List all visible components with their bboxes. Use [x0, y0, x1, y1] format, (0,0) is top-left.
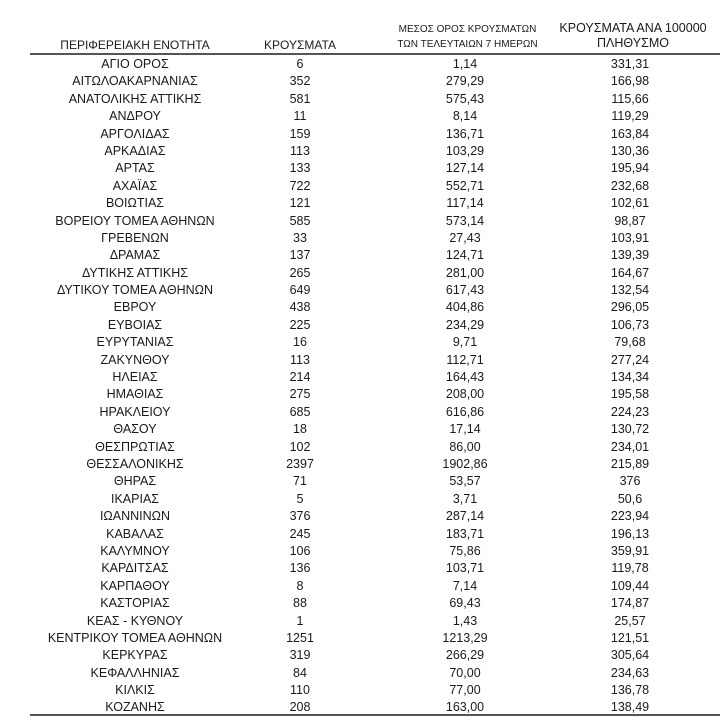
table-row [0, 299, 720, 316]
cell-cases: 376 [289, 509, 311, 524]
cell-per-100000: 136,78 [610, 683, 650, 698]
table-row [0, 282, 720, 299]
cell-7day-average: 3,71 [452, 491, 478, 506]
table-row [0, 352, 720, 369]
table-row [0, 317, 720, 334]
cell-region: ΚΑΛΥΜΝΟΥ [100, 543, 170, 558]
header-per-100000-line1: ΚΡΟΥΣΜΑΤΑ ΑΝΑ 100000 [559, 21, 707, 35]
cell-region: ΘΕΣΣΑΛΟΝΙΚΗΣ [86, 456, 184, 471]
cell-cases: 136 [289, 561, 311, 576]
cell-region: ΒΟΙΩΤΙΑΣ [105, 196, 165, 211]
header-divider [30, 53, 720, 55]
cell-per-100000: 109,44 [610, 578, 650, 593]
cell-7day-average: 70,00 [449, 665, 481, 680]
cell-per-100000: 106,73 [610, 317, 650, 332]
cell-per-100000: 305,64 [610, 648, 650, 663]
table-row [0, 421, 720, 438]
cell-per-100000: 277,24 [610, 352, 650, 367]
cell-per-100000: 174,87 [610, 596, 650, 611]
cell-cases: 649 [289, 283, 311, 298]
table-row [0, 265, 720, 282]
cell-region: ΑΓΙΟ ΟΡΟΣ [101, 57, 169, 71]
cell-cases: 438 [289, 300, 311, 315]
cell-region: ΚΑΒΑΛΑΣ [106, 526, 164, 541]
cell-region: ΚΕΑΣ - ΚΥΘΝΟΥ [86, 613, 184, 628]
cell-7day-average: 234,29 [445, 317, 485, 332]
table-row [0, 560, 720, 577]
cell-region: ΙΩΑΝΝΙΝΩΝ [99, 509, 171, 524]
cell-cases: 137 [289, 248, 311, 263]
cell-region: ΔΥΤΙΚΟΥ ΤΟΜΕΑ ΑΘΗΝΩΝ [56, 283, 214, 298]
table-row [0, 334, 720, 351]
cell-per-100000: 234,01 [610, 439, 650, 454]
cell-cases: 6 [296, 57, 304, 71]
table-row [0, 108, 720, 125]
cell-7day-average: 77,00 [449, 683, 481, 698]
cell-per-100000: 196,13 [610, 526, 650, 541]
cell-7day-average: 136,71 [445, 126, 485, 141]
cell-7day-average: 9,71 [452, 335, 478, 350]
cell-per-100000: 132,54 [610, 283, 650, 298]
header-7day-average [380, 22, 555, 52]
cell-per-100000: 50,6 [617, 491, 643, 506]
cell-7day-average: 287,14 [445, 509, 485, 524]
cell-per-100000: 103,91 [610, 230, 650, 245]
table-row [0, 613, 720, 630]
cell-7day-average: 279,29 [445, 74, 485, 89]
cell-cases: 121 [289, 196, 311, 211]
cell-cases: 159 [289, 126, 311, 141]
cell-cases: 102 [289, 439, 311, 454]
cell-cases: 113 [290, 143, 310, 158]
cell-per-100000: 79,68 [614, 335, 646, 350]
cell-7day-average: 17,14 [449, 422, 481, 437]
table-row [0, 456, 720, 473]
cell-per-100000: 98,87 [614, 213, 646, 228]
cell-cases: 685 [289, 404, 311, 419]
cell-region: ΚΕΝΤΡΙΚΟΥ ΤΟΜΕΑ ΑΘΗΝΩΝ [47, 630, 223, 645]
cell-7day-average: 208,00 [445, 387, 485, 402]
cell-region: ΓΡΕΒΕΝΩΝ [101, 230, 169, 245]
header-region: ΠΕΡΙΦΕΡΕΙΑΚΗ ΕΝΟΤΗΤΑ [60, 38, 210, 52]
table-row [0, 247, 720, 264]
cell-7day-average: 617,43 [445, 283, 485, 298]
cell-cases: 2397 [286, 456, 314, 471]
cell-region: ΑΝΑΤΟΛΙΚΗΣ ΑΤΤΙΚΗΣ [68, 91, 202, 106]
cell-cases: 18 [293, 422, 307, 437]
cell-per-100000: 234,63 [610, 665, 650, 680]
table-row [0, 665, 720, 682]
cell-per-100000: 25,57 [614, 613, 646, 628]
cell-7day-average: 163,00 [445, 700, 485, 715]
table-row [0, 578, 720, 595]
cell-per-100000: 138,49 [610, 700, 650, 715]
cell-7day-average: 164,43 [445, 370, 485, 385]
cell-cases: 352 [289, 74, 311, 89]
table-row [0, 56, 720, 73]
cell-cases: 585 [289, 213, 311, 228]
cell-per-100000: 163,84 [610, 126, 650, 141]
cell-region: ΗΜΑΘΙΑΣ [106, 387, 164, 402]
table-row [0, 386, 720, 403]
cell-per-100000: 121,51 [610, 630, 650, 645]
cell-per-100000: 164,67 [610, 265, 650, 280]
table-row [0, 230, 720, 247]
cell-region: ΚΑΡΔΙΤΣΑΣ [101, 561, 169, 576]
cell-cases: 106 [289, 543, 311, 558]
cell-per-100000: 119,29 [611, 109, 649, 124]
cell-region: ΑΧΑΪΑΣ [112, 178, 158, 193]
cell-region: ΕΥΡΥΤΑΝΙΑΣ [96, 335, 174, 350]
header-7day-average-line2: ΤΩΝ ΤΕΛΕΥΤΑΙΩΝ 7 ΗΜΕΡΩΝ [397, 39, 538, 50]
cell-7day-average: 575,43 [445, 91, 485, 106]
cell-7day-average: 53,57 [449, 474, 481, 489]
table-row [0, 91, 720, 108]
cell-per-100000: 215,89 [610, 456, 650, 471]
cell-7day-average: 103,29 [445, 143, 485, 158]
cell-7day-average: 1213,29 [442, 630, 488, 645]
cell-7day-average: 8,14 [452, 109, 478, 124]
cell-cases: 110 [290, 683, 310, 698]
cell-per-100000: 223,94 [610, 509, 650, 524]
table-row [0, 526, 720, 543]
cell-per-100000: 232,68 [610, 178, 650, 193]
cell-region: ΚΑΡΠΑΘΟΥ [100, 578, 170, 593]
cell-region: ΘΗΡΑΣ [113, 474, 157, 489]
table-row [0, 195, 720, 212]
table-row [0, 508, 720, 525]
cell-7day-average: 573,14 [445, 213, 485, 228]
cell-7day-average: 86,00 [449, 439, 481, 454]
header-per-100000-line2: ΠΛΗΘΥΣΜΟ [597, 36, 669, 50]
cell-region: ΕΥΒΟΙΑΣ [107, 317, 163, 332]
cell-region: ΔΥΤΙΚΗΣ ΑΤΤΙΚΗΣ [82, 265, 188, 280]
table-row [0, 491, 720, 508]
cell-7day-average: 7,14 [452, 578, 478, 593]
cell-region: ΑΙΤΩΛΟΑΚΑΡΝΑΝΙΑΣ [72, 74, 198, 89]
table-row [0, 213, 720, 230]
cell-7day-average: 183,71 [445, 526, 485, 541]
cell-7day-average: 281,00 [445, 265, 485, 280]
cell-region: ΗΡΑΚΛΕΙΟΥ [99, 404, 171, 419]
cell-region: ΑΡΤΑΣ [115, 161, 155, 176]
cell-per-100000: 166,98 [610, 74, 650, 89]
cell-region: ΚΕΦΑΛΛΗΝΙΑΣ [90, 665, 180, 680]
cell-7day-average: 124,71 [445, 248, 485, 263]
cell-7day-average: 404,86 [445, 300, 485, 315]
cell-cases: 275 [289, 387, 311, 402]
cell-7day-average: 27,43 [449, 230, 481, 245]
cell-per-100000: 359,91 [610, 543, 650, 558]
cell-region: ΖΑΚΥΝΘΟΥ [100, 352, 170, 367]
table-row [0, 143, 720, 160]
table-row [0, 404, 720, 421]
table-body [0, 56, 720, 717]
cell-cases: 5 [296, 491, 304, 506]
cell-7day-average: 1,43 [452, 613, 478, 628]
cell-7day-average: 103,71 [445, 561, 485, 576]
table-row [0, 682, 720, 699]
cell-region: ΑΝΔΡΟΥ [109, 109, 161, 124]
cell-cases: 581 [289, 91, 311, 106]
table-row [0, 439, 720, 456]
cell-per-100000: 102,61 [610, 196, 650, 211]
cell-region: ΗΛΕΙΑΣ [112, 370, 158, 385]
table-row [0, 126, 720, 143]
cell-7day-average: 117,14 [446, 196, 484, 211]
cell-per-100000: 296,05 [610, 300, 650, 315]
cell-7day-average: 69,43 [449, 596, 481, 611]
cell-region: ΑΡΚΑΔΙΑΣ [104, 143, 166, 158]
cell-per-100000: 134,34 [610, 370, 650, 385]
cell-region: ΚΕΡΚΥΡΑΣ [102, 648, 168, 663]
cell-per-100000: 130,72 [610, 422, 650, 437]
cell-per-100000: 195,94 [610, 161, 650, 176]
cell-7day-average: 75,86 [449, 543, 481, 558]
cell-region: ΕΒΡΟΥ [113, 300, 157, 315]
cell-cases: 16 [293, 335, 307, 350]
cell-7day-average: 616,86 [445, 404, 485, 419]
cell-cases: 319 [289, 648, 311, 663]
cell-region: ΘΕΣΠΡΩΤΙΑΣ [95, 439, 175, 454]
cell-region: ΒΟΡΕΙΟΥ ΤΟΜΕΑ ΑΘΗΝΩΝ [55, 213, 215, 228]
cell-cases: 113 [290, 352, 310, 367]
cell-7day-average: 1,14 [452, 57, 478, 71]
header-7day-average-line1: ΜΕΣΟΣ ΟΡΟΣ ΚΡΟΥΣΜΑΤΩΝ [398, 24, 537, 35]
cell-region: ΚΟΖΑΝΗΣ [105, 700, 165, 715]
cell-cases: 84 [293, 665, 307, 680]
table-row [0, 369, 720, 386]
cell-cases: 722 [289, 178, 311, 193]
cell-per-100000: 139,39 [610, 248, 650, 263]
cell-7day-average: 266,29 [445, 648, 485, 663]
cell-per-100000: 115,66 [611, 91, 649, 106]
table-row [0, 160, 720, 177]
table-row [0, 647, 720, 664]
cell-cases: 214 [289, 370, 311, 385]
cell-per-100000: 224,23 [610, 404, 650, 419]
cell-per-100000: 195,58 [610, 387, 650, 402]
header-per-100000 [548, 21, 718, 51]
table-row [0, 630, 720, 647]
table-bottom-border [30, 714, 720, 716]
cell-region: ΘΑΣΟΥ [113, 422, 157, 437]
cell-region: ΔΡΑΜΑΣ [109, 248, 161, 263]
table-row [0, 73, 720, 90]
cell-cases: 8 [296, 578, 304, 593]
table-row [0, 178, 720, 195]
cell-per-100000: 331,31 [610, 57, 650, 71]
cell-7day-average: 127,14 [445, 161, 485, 176]
cell-cases: 1 [296, 613, 304, 628]
cell-per-100000: 376 [619, 474, 641, 489]
cell-per-100000: 130,36 [610, 143, 650, 158]
cell-cases: 33 [293, 230, 307, 245]
cell-cases: 11 [293, 109, 307, 124]
cell-cases: 1251 [286, 630, 314, 645]
cell-7day-average: 1902,86 [442, 456, 488, 471]
cell-7day-average: 552,71 [445, 178, 485, 193]
header-cases: ΚΡΟΥΣΜΑΤΑ [264, 38, 336, 52]
cell-region: ΑΡΓΟΛΙΔΑΣ [100, 126, 170, 141]
cell-cases: 225 [289, 317, 311, 332]
cell-cases: 71 [293, 474, 307, 489]
cell-cases: 245 [289, 526, 311, 541]
cell-region: ΚΑΣΤΟΡΙΑΣ [100, 596, 170, 611]
cell-cases: 88 [293, 596, 307, 611]
cell-region: ΚΙΛΚΙΣ [115, 683, 155, 698]
cell-7day-average: 112,71 [446, 352, 484, 367]
cell-per-100000: 119,78 [611, 561, 649, 576]
table-row [0, 595, 720, 612]
cell-region: ΙΚΑΡΙΑΣ [110, 491, 160, 506]
table-row [0, 543, 720, 560]
cell-cases: 265 [289, 265, 311, 280]
table-row [0, 473, 720, 490]
cell-cases: 208 [289, 700, 311, 715]
cell-cases: 133 [289, 161, 311, 176]
